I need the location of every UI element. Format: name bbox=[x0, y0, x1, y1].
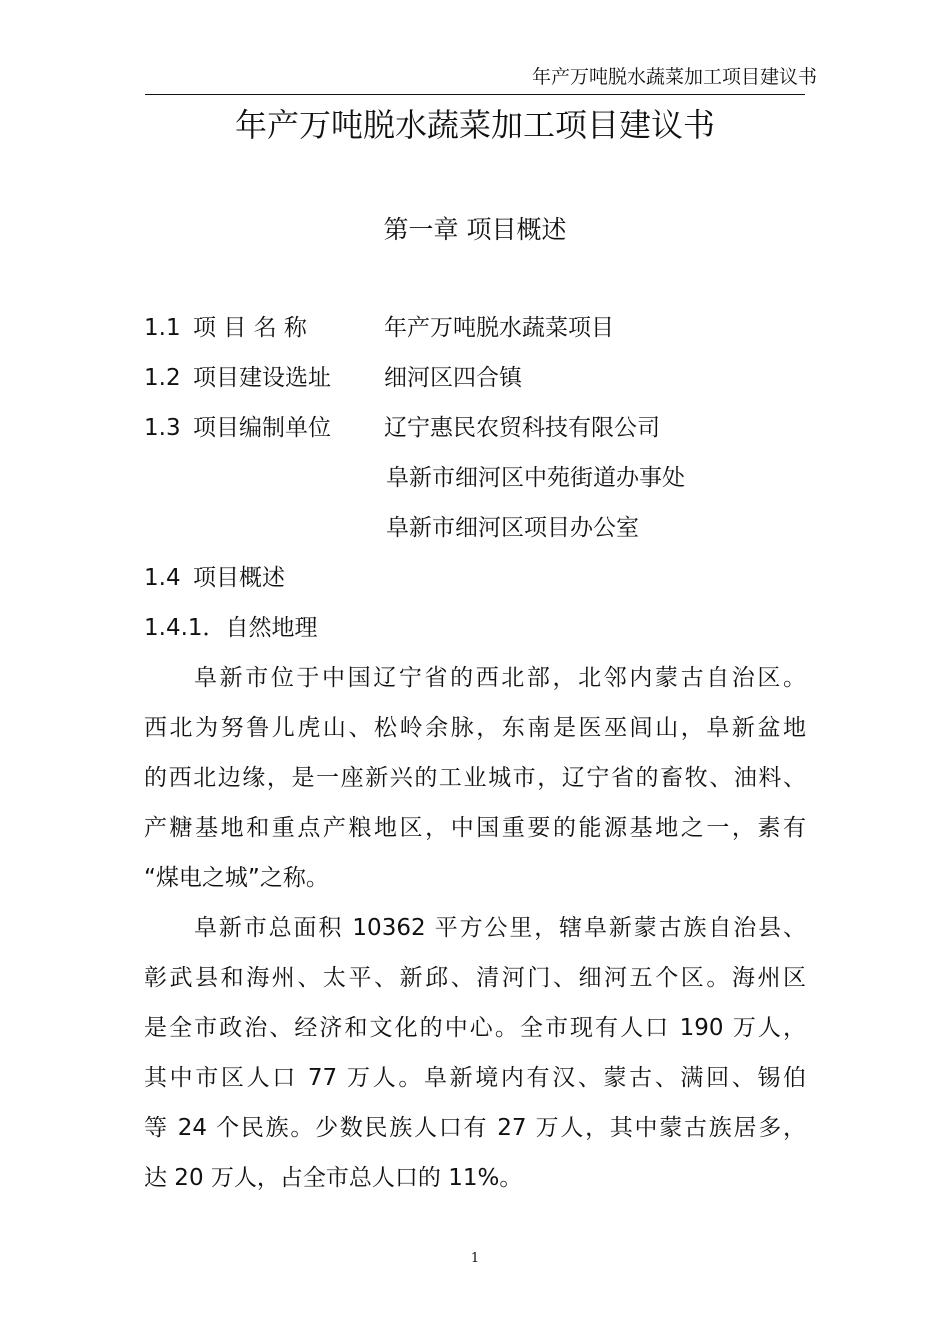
field-label: 项 目 名 称 bbox=[193, 315, 307, 341]
paragraph-1-line: 西北为努鲁儿虎山、松岭余脉，东南是医巫闾山，阜新盆地 bbox=[144, 715, 806, 741]
subsection-heading-1-4-1: 1.4.1．自然地理 bbox=[144, 615, 318, 641]
paragraph-2-line: 达 20 万人，占全市总人口的 11%。 bbox=[144, 1165, 523, 1191]
field-value: 年产万吨脱水蔬菜项目 bbox=[384, 315, 614, 341]
field-row-site bbox=[0, 362, 950, 394]
page-number: 1 bbox=[470, 1251, 480, 1266]
field-number: 1.1 bbox=[144, 315, 181, 341]
compiler-unit-2: 阜新市细河区中苑街道办事处 bbox=[386, 465, 685, 491]
field-label: 项目编制单位 bbox=[193, 415, 331, 441]
paragraph-2-line: 阜新市总面积 10362 平方公里，辖阜新蒙古族自治县、 bbox=[194, 915, 806, 941]
section-number: 1.4 bbox=[144, 565, 181, 591]
running-header: 年产万吨脱水蔬菜加工项目建议书 bbox=[531, 66, 817, 88]
section-heading-1-4 bbox=[0, 562, 950, 594]
paragraph-1-line: “煤电之城”之称。 bbox=[144, 865, 329, 891]
field-number: 1.2 bbox=[144, 365, 181, 391]
field-value: 辽宁惠民农贸科技有限公司 bbox=[384, 415, 660, 441]
header-rule bbox=[145, 94, 805, 95]
paragraph-2-line: 彰武县和海州、太平、新邱、清河门、细河五个区。海州区 bbox=[144, 965, 806, 991]
compiler-unit-3: 阜新市细河区项目办公室 bbox=[386, 515, 639, 541]
chapter-title: 第一章 项目概述 bbox=[383, 215, 567, 244]
paragraph-1-line: 阜新市位于中国辽宁省的西北部，北邻内蒙古自治区。 bbox=[194, 665, 806, 691]
paragraph-2-line: 等 24 个民族。少数民族人口有 27 万人，其中蒙古族居多， bbox=[144, 1115, 806, 1141]
paragraph-1-line: 产糖基地和重点产粮地区，中国重要的能源基地之一，素有 bbox=[144, 815, 806, 841]
paragraph-2-line: 是全市政治、经济和文化的中心。全市现有人口 190 万人， bbox=[144, 1015, 806, 1041]
field-row-compiler bbox=[0, 412, 950, 444]
field-row-project-name bbox=[0, 312, 950, 344]
section-label: 项目概述 bbox=[193, 565, 285, 591]
field-number: 1.3 bbox=[144, 415, 181, 441]
document-title: 年产万吨脱水蔬菜加工项目建议书 bbox=[234, 106, 715, 144]
field-label: 项目建设选址 bbox=[193, 365, 331, 391]
paragraph-2-line: 其中市区人口 77 万人。阜新境内有汉、蒙古、满回、锡伯 bbox=[144, 1065, 806, 1091]
paragraph-1-line: 的西北边缘，是一座新兴的工业城市，辽宁省的畜牧、油料、 bbox=[144, 765, 806, 791]
field-value: 细河区四合镇 bbox=[384, 365, 522, 391]
